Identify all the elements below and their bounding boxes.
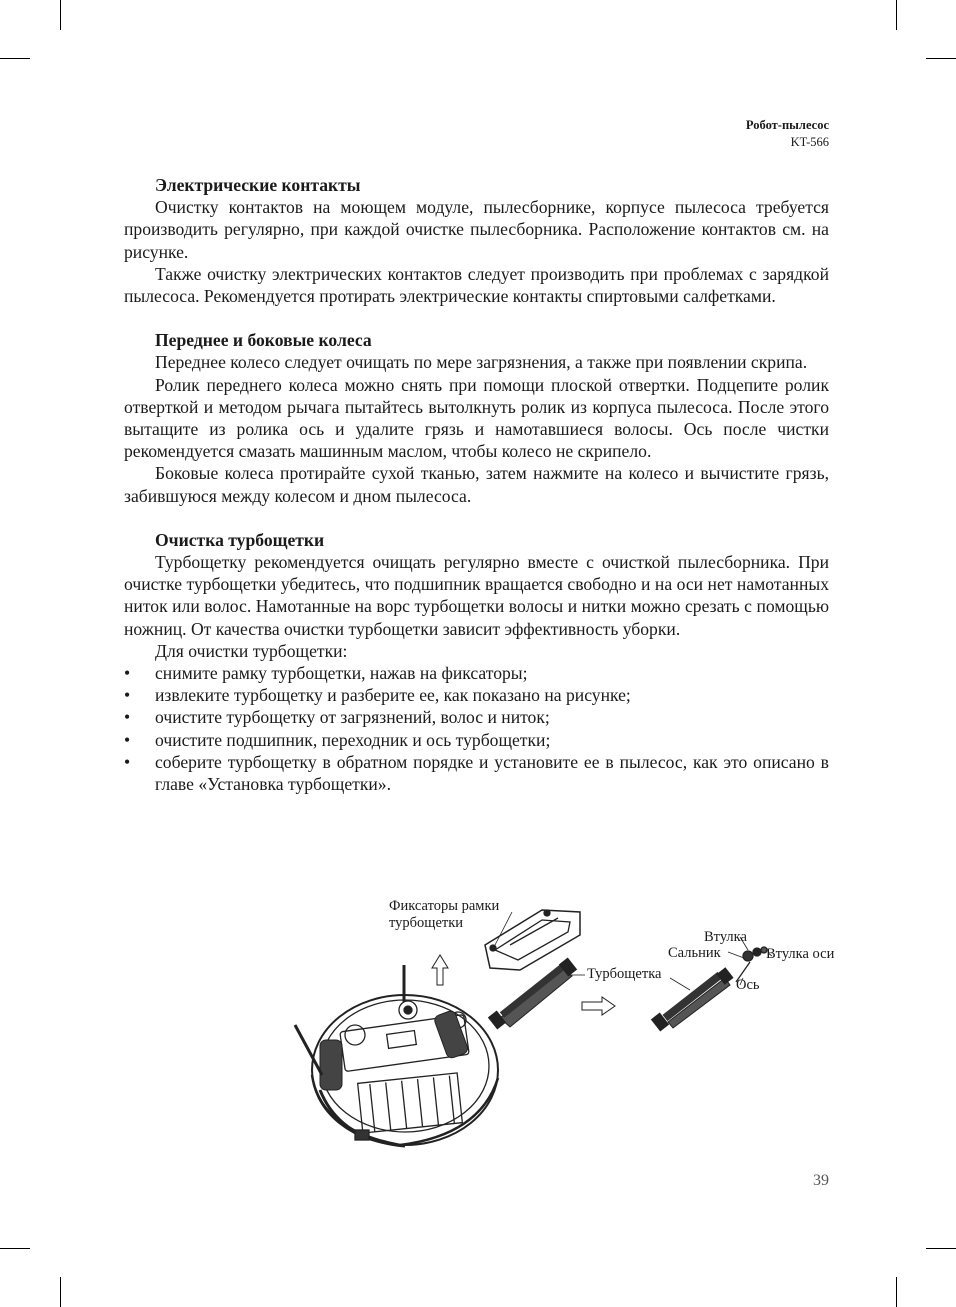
list-item [124, 662, 829, 684]
paragraph: Ролик переднего колеса можно снять при помощи плоской отвертки. Подцепите ролик отверткой и методом рычага пытайтесь вытолкнуть ролик из корпуса пылесоса. После этого вытащите из ролика ось и удалите грязь и намотавшиеся волосы. Ось после чистки рекомендуется смазать машинным маслом, чтобы колесо не скрипело. [124, 374, 829, 462]
label-seal: Сальник [668, 945, 721, 961]
list-item [124, 729, 829, 751]
crop-mark [60, 1277, 61, 1307]
crop-mark [0, 58, 30, 59]
bullet: • [124, 729, 131, 750]
list-item-text: очистите подшипник, переходник и ось турбощетки; [155, 729, 551, 750]
section-heading: Очистка турбощетки [155, 529, 325, 550]
list-item-text: извлеките турбощетку и разберите ее, как показано на рисунке; [155, 685, 631, 706]
bullet: • [124, 663, 131, 684]
label-frame-latches: Фиксаторы рамки турбощетки [389, 898, 500, 931]
label-turbo-brush: Турбощетка [587, 966, 662, 982]
bullet: • [124, 707, 131, 728]
header-title: Робот-пылесос [745, 118, 829, 132]
section-turbo-brush [124, 529, 829, 795]
right-arrow-icon [582, 997, 615, 1015]
turbo-brush-figure [280, 890, 860, 1160]
section-heading: Электрические контакты [155, 175, 361, 195]
crop-mark [0, 1248, 30, 1249]
list-item [124, 684, 829, 706]
label-axle: Ось [736, 977, 760, 993]
turbo-brush-illustration [280, 890, 860, 1160]
list-item-text: снимите рамку турбощетки, нажав на фиксаторы; [155, 663, 528, 684]
section-electric-contacts [124, 174, 829, 307]
robot-vacuum-drawing [295, 955, 498, 1146]
crop-mark [926, 58, 956, 59]
section-wheels [124, 329, 829, 507]
crop-mark [60, 0, 61, 30]
list-item-text: очистите турбощетку от загрязнений, волос и ниток; [155, 707, 550, 728]
paragraph: Боковые колеса протирайте сухой тканью, затем нажмите на колесо и вычистите грязь, забившуюся между колесом и дном пылесоса. [124, 463, 829, 506]
crop-mark [896, 1277, 897, 1307]
page-number: 39 [813, 1172, 829, 1189]
paragraph: Для очистки турбощетки: [155, 640, 348, 661]
paragraph: Очистку контактов на моющем модуле, пылесборнике, корпусе пылесоса требуется производить регулярно, при каждой очистке пылесборника. Расположение контактов см. на рисунке. [124, 197, 829, 262]
paragraph: Турбощетку рекомендуется очищать регулярно вместе с очисткой пылесборника. При очистке турбощетки убедитесь, что подшипник вращается свободно и на оси нет намотанных ниток или волос. Намотанные на ворс турбощетки волосы и нитки можно срезать с помощью ножниц. От качества очистки турбощетки зависит эффективность уборки. [124, 552, 829, 639]
bullet: • [124, 751, 131, 772]
crop-mark [926, 1248, 956, 1249]
bullet: • [124, 685, 131, 706]
page-content [124, 174, 829, 817]
list-item [124, 751, 829, 795]
label-bushing: Втулка [704, 929, 747, 945]
crop-mark [896, 0, 897, 30]
running-header [746, 117, 829, 151]
header-model: KT-566 [790, 135, 829, 149]
section-heading: Переднее и боковые колеса [155, 330, 372, 351]
label-axle-bushing: Втулка оси [766, 946, 835, 962]
paragraph: Также очистку электрических контактов следует производить при проблемах с зарядкой пылесоса. Рекомендуется протирать электрические контакты спиртовыми салфетками. [124, 263, 829, 307]
bullet-list [124, 662, 829, 795]
list-item-text: соберите турбощетку в обратном порядке и установите ее в пылесос, как это описано в главе «Установка турбощетки». [155, 751, 829, 795]
list-item [124, 706, 829, 728]
paragraph: Переднее колесо следует очищать по мере загрязнения, а также при появлении скрипа. [155, 352, 808, 373]
